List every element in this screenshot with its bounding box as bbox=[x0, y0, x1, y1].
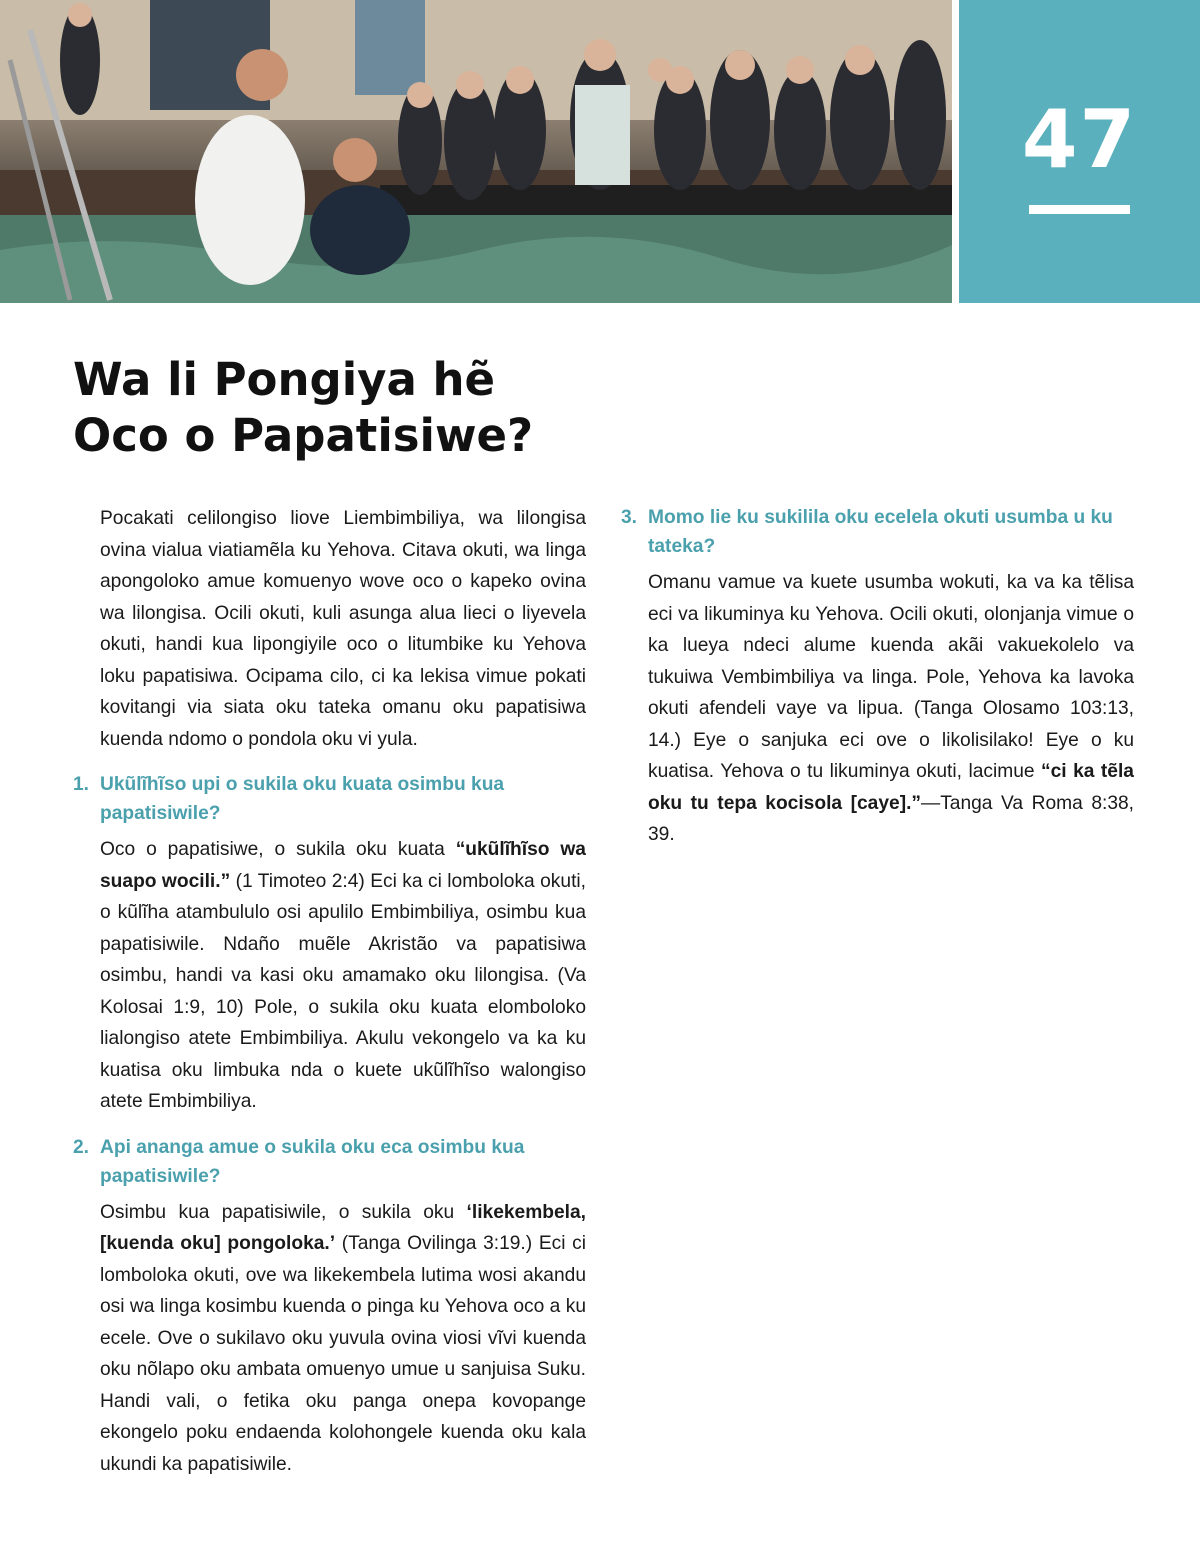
answer-3-quote: “ci ka tẽla oku tu tepa kocisola [caye].” bbox=[648, 761, 1134, 814]
question-2-text: Api ananga amue o sukila oku eca osimbu kua papatisiwile? bbox=[100, 1136, 525, 1187]
answer-3-part-c: —Tanga Va Roma 8:38, 39. bbox=[648, 792, 1134, 845]
lesson-number: 47 bbox=[1021, 93, 1138, 186]
question-2-heading bbox=[73, 1133, 586, 1191]
answer-2-paragraph bbox=[100, 1197, 586, 1481]
answer-1-part-a: Oco o papatisiwe, o sukila oku kuata bbox=[100, 839, 456, 860]
answer-3-paragraph bbox=[648, 567, 1134, 851]
page-title bbox=[73, 352, 773, 464]
lesson-number-underline bbox=[1029, 205, 1130, 214]
answer-1-paragraph bbox=[100, 834, 586, 1118]
question-3-heading bbox=[621, 503, 1134, 561]
question-3-number: 3. bbox=[621, 507, 638, 528]
lesson-number-panel bbox=[959, 0, 1200, 303]
answer-2-quote: ‘likekembela, [kuenda oku] pongoloka.’ bbox=[100, 1201, 586, 1254]
question-2-number: 2. bbox=[73, 1136, 90, 1158]
question-1-number: 1. bbox=[73, 774, 90, 795]
question-1-heading bbox=[73, 770, 586, 828]
right-column bbox=[621, 503, 1134, 851]
title-line-2: Oco o Papatisiwe? bbox=[73, 409, 534, 462]
answer-1-part-c: (1 Timoteo 2:4) Eci ka ci lomboloka okuti, o kũlĩha atambululo osi apulilo Embimbiliya, osimbu kua papatisiwile. Ndaño muẽle Akristão va papatisiwa osimbu, handi va kasi oku amamako oku lilongisa. (Va Kolosai 1:9, 10) Pole, o sukila oku kuata elomboloko lialongiso atete Embimbiliya. Akulu vekongelo va ka ku kuatisa oku limbuka nda o kuete ukũlĩhĩso walongiso atete Embimbiliya. bbox=[100, 870, 586, 1112]
baptism-scene-illustration bbox=[0, 0, 952, 303]
answer-2-part-a: Osimbu kua papatisiwile, o sukila oku bbox=[100, 1201, 467, 1223]
answer-3-part-a: Omanu vamue va kuete usumba wokuti, ka va ka tẽlisa eci va likuminya ku Yehova. Ocili okuti, olonjanja vimue o ka lueya ndeci alume kuenda akãi vakuekolelo va tukuiwa Vembimbiliya va linga. Pole, Yehova ka lavoka okuti afendeli vaye va lipua. (Tanga Olosamo 103:13, 14.) Eye o sanjuka eci ove o likolisilako! Eye o ku kuatisa. Yehova o tu likuminya okuti, lacimue bbox=[648, 572, 1134, 782]
baptism-photo bbox=[0, 0, 952, 303]
answer-1-quote: “ukũlĩhĩso wa suapo wocili.” bbox=[100, 839, 586, 892]
left-column bbox=[73, 503, 586, 1480]
question-3-text: Momo lie ku sukilila oku ecelela okuti usumba u ku tateka? bbox=[648, 507, 1113, 557]
answer-2-part-c: (Tanga Ovilinga 3:19.) Eci ci lomboloka okuti, ove wa likekembela lutima wosi akandu osi wa linga kosimbu kuenda o pinga ku Yehova oco a ku ecele. Ove o sukilavo oku yuvula ovina viosi vĩvi kuenda oku nõlapo oku ambata omuenyo umue u sanjuisa Suku. Handi vali, o fetika oku panga onepa kovopange ekongelo poku endaenda kolohongele kuenda oku kala ukundi ka papatisiwile. bbox=[100, 1233, 587, 1475]
question-1-text: Ukũlĩhĩso upi o sukila oku kuata osimbu kua papatisiwile? bbox=[100, 774, 505, 824]
title-line-1: Wa li Pongiya hẽ bbox=[73, 353, 496, 406]
intro-paragraph: Pocakati celilongiso liove Liembimbiliya, wa lilongisa ovina vialua viatiamẽla ku Yehova. Citava okuti, wa linga apongoloko amue komuenyo wove oco o kapeko ovina wa lilongisa. Ocili okuti, kuli asunga alua lieci o liyevela okuti, handi kua lipongiyile oco o litumbike ku Yehova loku papatisiwa. Ocipama cilo, ci ka lekisa vimue pokati kovitangi via siata oku tateka omanu oku papatisiwa kuenda ndomo o pondola oku vi yula. bbox=[100, 508, 586, 750]
